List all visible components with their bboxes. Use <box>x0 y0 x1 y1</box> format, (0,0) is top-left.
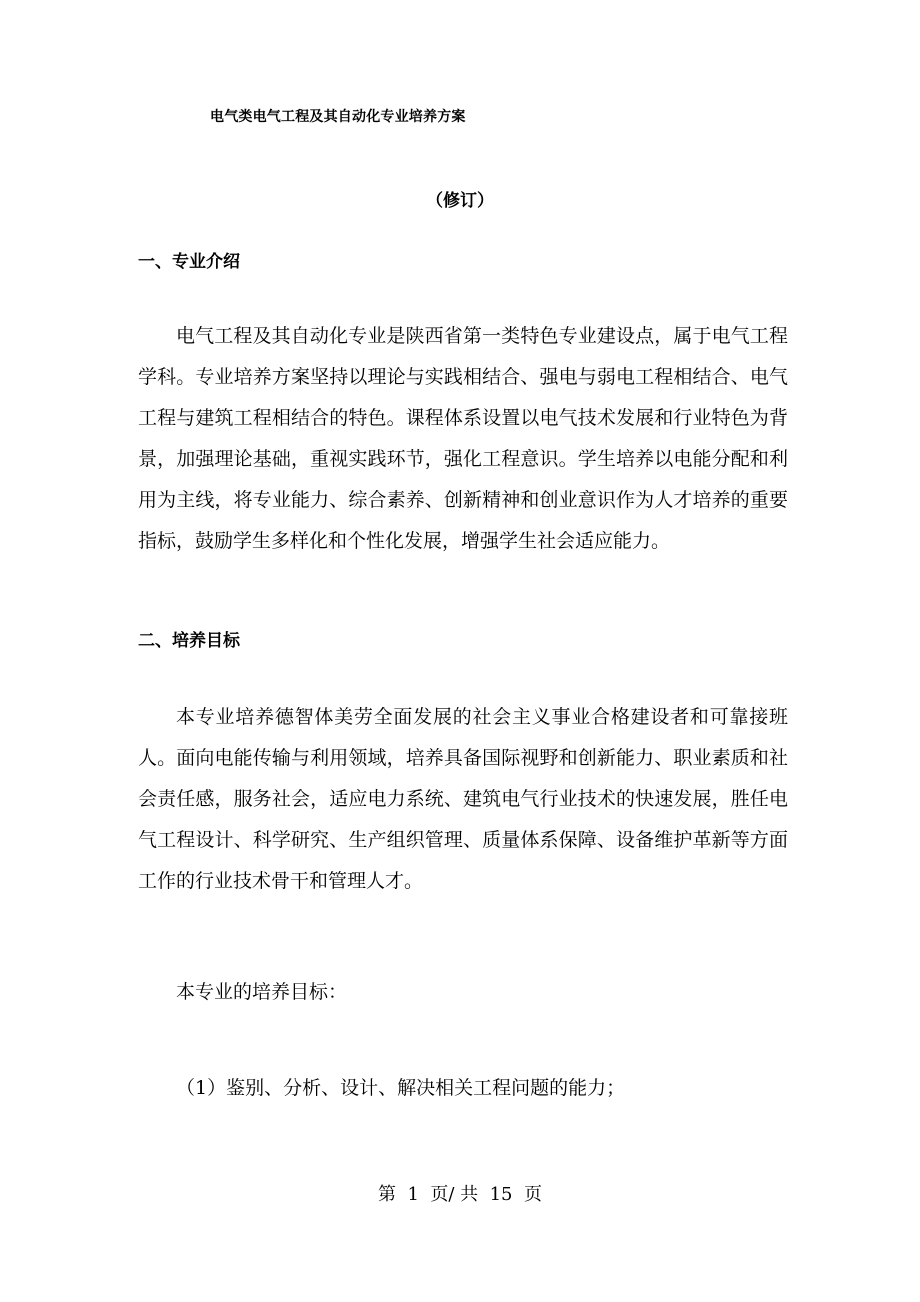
objectives-intro-line: 本专业的培养目标： <box>176 981 348 1003</box>
page-footer: 第 1 页/ 共 15 页 <box>378 1184 542 1205</box>
introduction-paragraph: 电气工程及其自动化专业是陕西省第一类特色专业建设点，属于电气工程学科。专业培养方案坚持以理论与实践相结合、强电与弱电工程相结合、电气工程与建筑工程相结合的特色。课程体系设置以电气技术发展和行业特色为背景，加强理论基础，重视实践环节，强化工程意识。学生培养以电能分配和利用为主线，将专业能力、综合素养、创新精神和创业意识作为人才培养的重要指标，鼓励学生多样化和个性化发展，增强学生社会适应能力。 <box>138 325 788 552</box>
section-heading-introduction: 一、专业介绍 <box>138 252 240 272</box>
revision-label: （修订） <box>426 191 494 211</box>
objectives-paragraph: 本专业培养德智体美劳全面发展的社会主义事业合格建设者和可靠接班人。面向电能传输与利用领域，培养具备国际视野和创新能力、职业素质和社会责任感，服务社会，适应电力系统、建筑电气行业技术的快速发展，胜任电气工程设计、科学研究、生产组织管理、质量体系保障、设备维护革新等方面工作的行业技术骨干和管理人才。 <box>138 706 788 892</box>
objective-item-1: （1）鉴别、分析、设计、解决相关工程问题的能力； <box>176 1077 626 1099</box>
document-title: 电气类电气工程及其自动化专业培养方案 <box>210 109 466 125</box>
section-heading-objectives: 二、培养目标 <box>138 631 240 651</box>
